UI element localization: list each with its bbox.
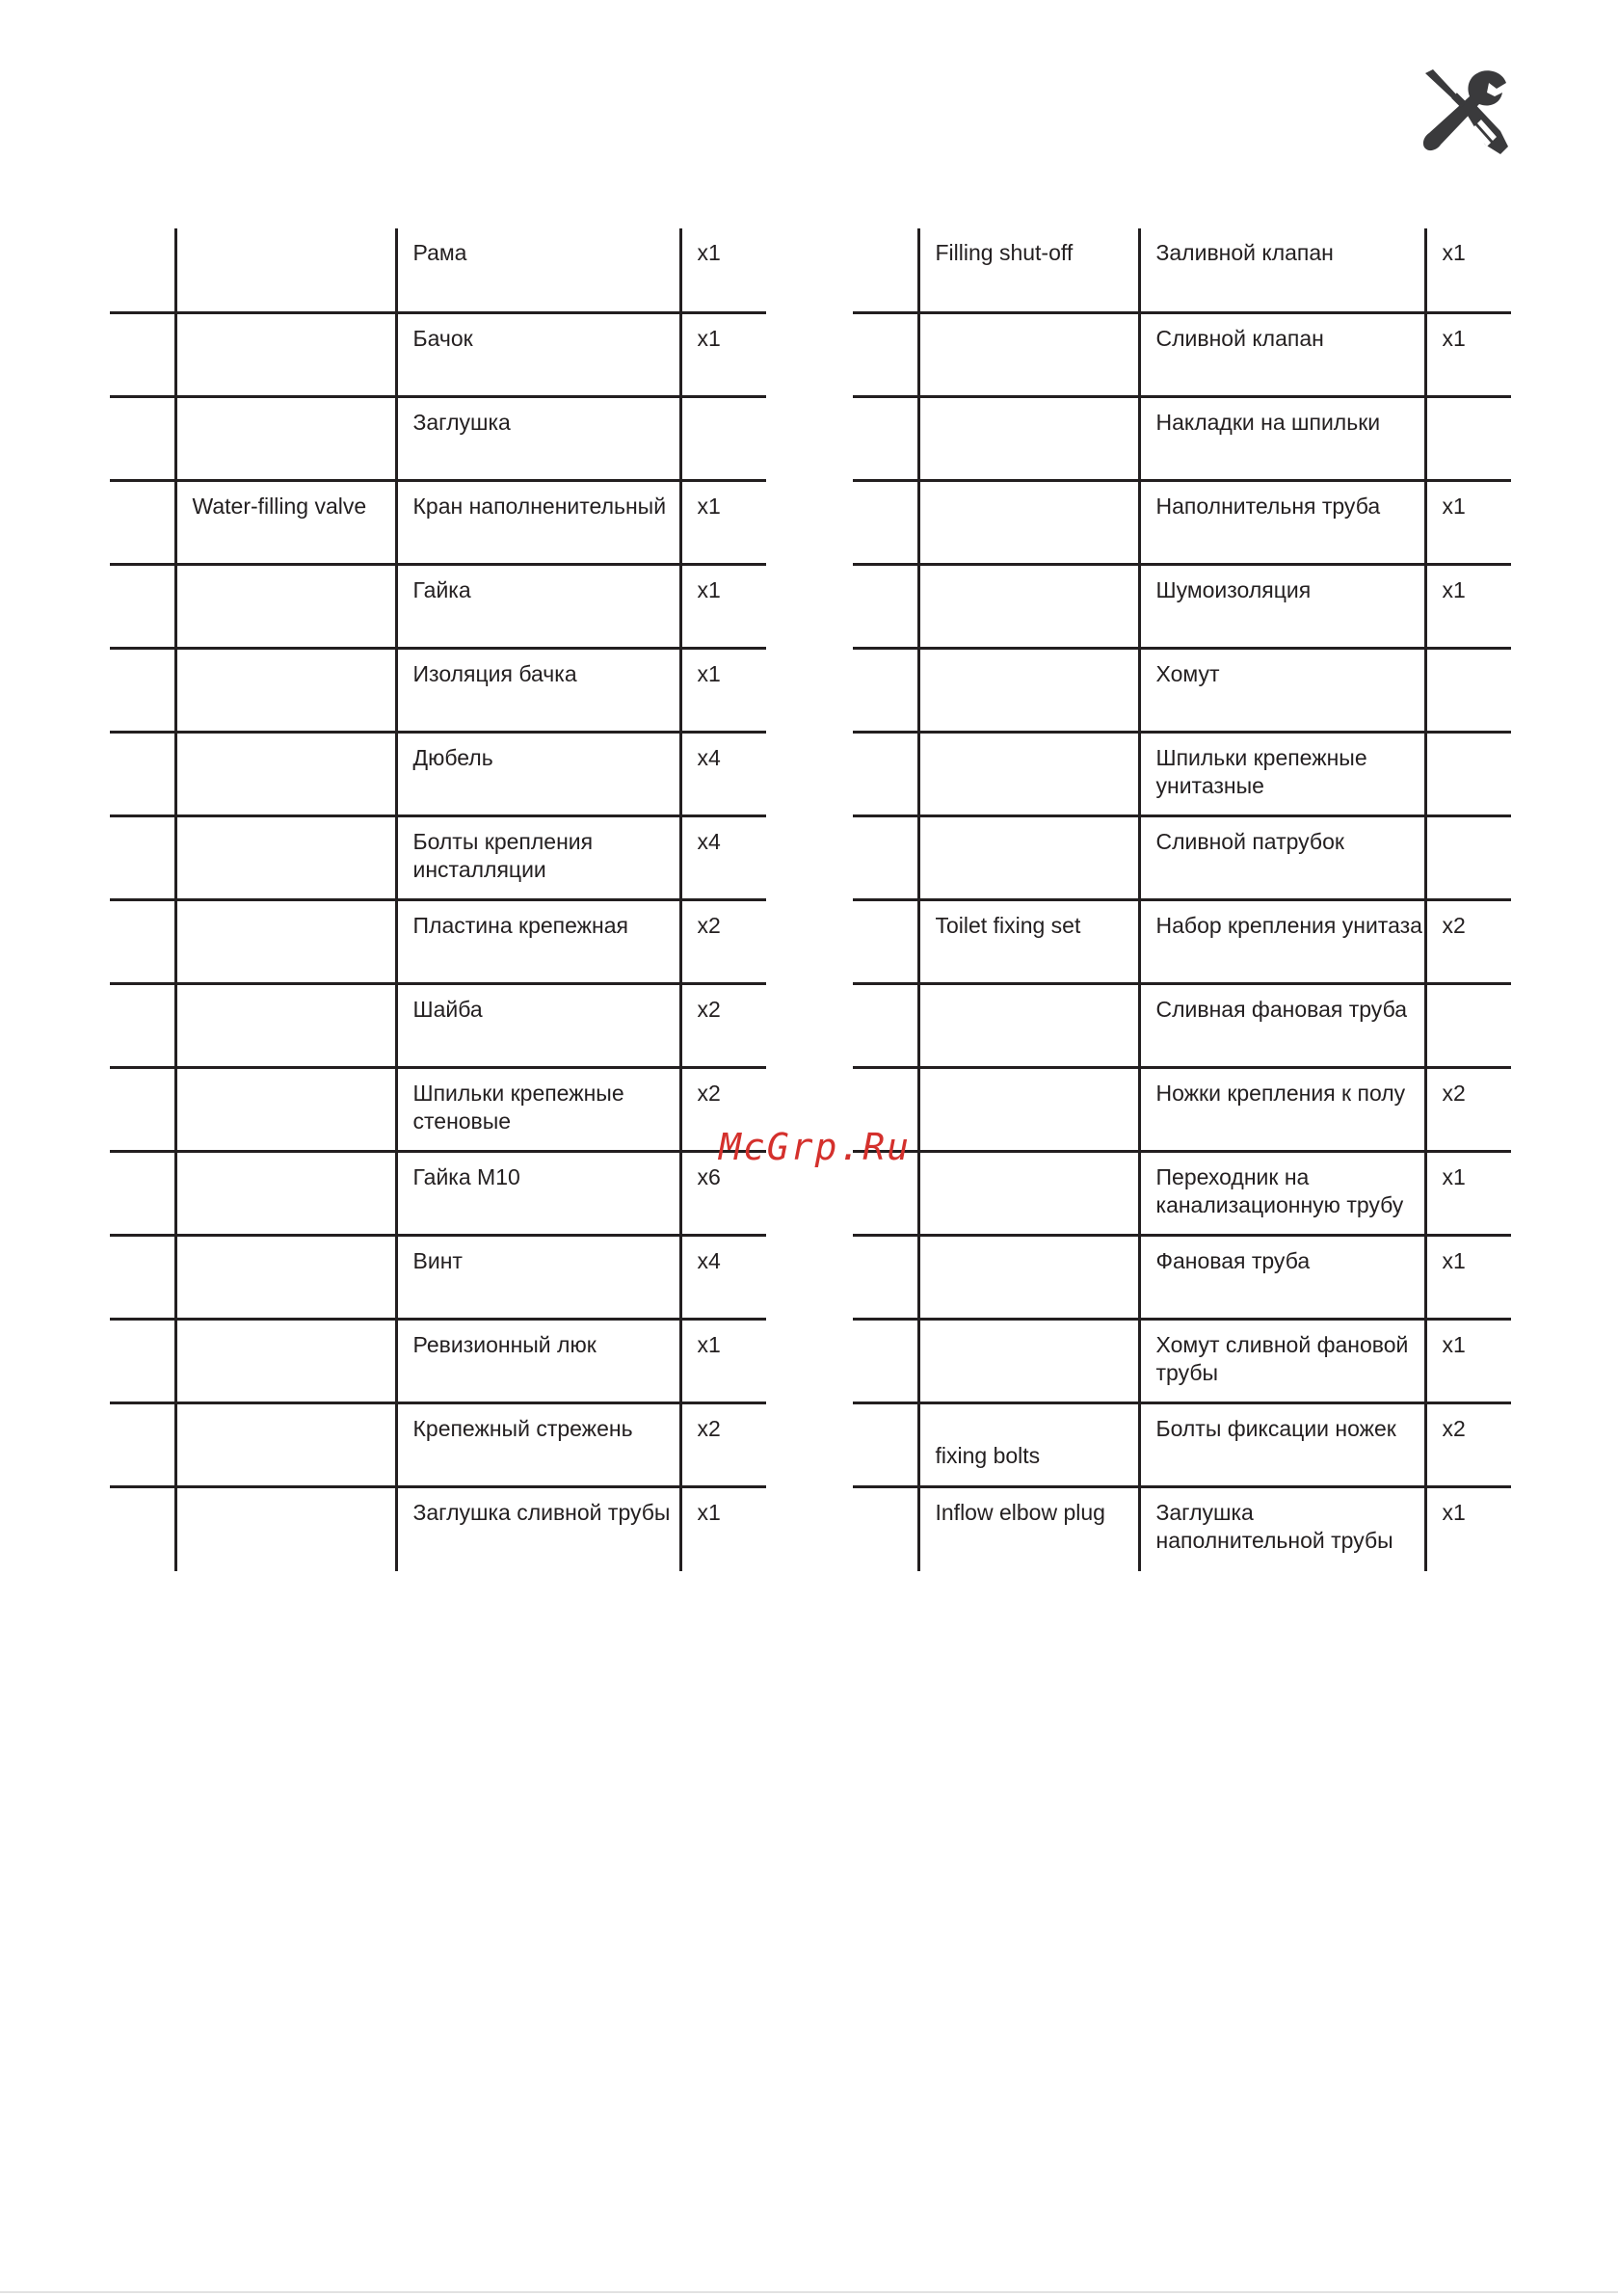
table-row — [853, 1235, 1511, 1319]
russian-name-cell: Шпильки крепежные унитазные — [1139, 732, 1425, 815]
table-row — [110, 564, 766, 648]
index-cell — [110, 648, 175, 732]
english-name-cell — [918, 983, 1139, 1067]
table-row — [110, 1235, 766, 1319]
russian-name-cell: Сливной патрубок — [1139, 815, 1425, 899]
english-name-cell — [918, 1067, 1139, 1151]
index-cell — [110, 228, 175, 312]
english-name-cell — [918, 815, 1139, 899]
index-cell — [110, 1067, 175, 1151]
index-cell — [110, 1235, 175, 1319]
index-cell — [853, 228, 918, 312]
russian-name-cell: Фановая труба — [1139, 1235, 1425, 1319]
table-row — [110, 1402, 766, 1486]
quantity-cell: x1 — [1425, 564, 1511, 648]
table-row — [853, 899, 1511, 983]
english-name-cell — [175, 648, 396, 732]
index-cell — [110, 815, 175, 899]
russian-name-cell: Ревизионный люк — [396, 1319, 680, 1402]
russian-name-cell: Сливная фановая труба — [1139, 983, 1425, 1067]
russian-name-cell: Шумоизоляция — [1139, 564, 1425, 648]
index-cell — [110, 983, 175, 1067]
quantity-cell: x2 — [680, 983, 766, 1067]
table-row — [110, 732, 766, 815]
english-name-cell — [175, 1235, 396, 1319]
english-name-cell: fixing bolts — [918, 1402, 1139, 1486]
quantity-cell: x1 — [1425, 1319, 1511, 1402]
quantity-cell: x1 — [1425, 312, 1511, 396]
right-parts-table — [853, 228, 1511, 1571]
russian-name-cell: Заглушка наполнительной трубы — [1139, 1486, 1425, 1571]
quantity-cell: x1 — [680, 1319, 766, 1402]
english-name-cell — [175, 1067, 396, 1151]
index-cell — [853, 1486, 918, 1571]
index-cell — [853, 899, 918, 983]
english-name-cell: Inflow elbow plug — [918, 1486, 1139, 1571]
quantity-cell: x4 — [680, 1235, 766, 1319]
table-row — [853, 396, 1511, 480]
table-row — [110, 480, 766, 564]
index-cell — [110, 732, 175, 815]
russian-name-cell: Болты фиксации ножек — [1139, 1402, 1425, 1486]
russian-name-cell: Переходник на канализационную трубу — [1139, 1151, 1425, 1235]
russian-name-cell: Заливной клапан — [1139, 228, 1425, 312]
table-row — [110, 1486, 766, 1571]
table-row — [853, 564, 1511, 648]
quantity-cell — [1425, 396, 1511, 480]
table-row — [853, 648, 1511, 732]
russian-name-cell: Винт — [396, 1235, 680, 1319]
index-cell — [110, 1319, 175, 1402]
quantity-cell: x2 — [680, 899, 766, 983]
tools-icon — [1419, 67, 1510, 158]
quantity-cell: x1 — [1425, 480, 1511, 564]
russian-name-cell: Шайба — [396, 983, 680, 1067]
index-cell — [853, 815, 918, 899]
russian-name-cell: Ножки крепления к полу — [1139, 1067, 1425, 1151]
table-row — [853, 1151, 1511, 1235]
quantity-cell: x1 — [680, 564, 766, 648]
table-row — [110, 815, 766, 899]
index-cell — [110, 396, 175, 480]
quantity-cell: x2 — [1425, 899, 1511, 983]
index-cell — [853, 1235, 918, 1319]
quantity-cell: x4 — [680, 732, 766, 815]
quantity-cell — [1425, 983, 1511, 1067]
table-row — [853, 1402, 1511, 1486]
russian-name-cell: Болты крепления инсталляции — [396, 815, 680, 899]
table-row — [853, 1319, 1511, 1402]
index-cell — [853, 480, 918, 564]
quantity-cell: x1 — [1425, 1151, 1511, 1235]
quantity-cell: x1 — [680, 480, 766, 564]
table-row — [853, 1486, 1511, 1571]
table-row — [853, 480, 1511, 564]
quantity-cell: x2 — [680, 1067, 766, 1151]
english-name-cell: Toilet fixing set — [918, 899, 1139, 983]
quantity-cell: x1 — [1425, 228, 1511, 312]
russian-name-cell: Заглушка — [396, 396, 680, 480]
quantity-cell: x1 — [1425, 1235, 1511, 1319]
english-name-cell — [918, 312, 1139, 396]
quantity-cell: x1 — [680, 228, 766, 312]
quantity-cell — [1425, 648, 1511, 732]
english-name-cell — [175, 564, 396, 648]
table-row — [110, 396, 766, 480]
english-name-cell — [918, 480, 1139, 564]
index-cell — [853, 1319, 918, 1402]
russian-name-cell: Бачок — [396, 312, 680, 396]
quantity-cell: x1 — [697, 1499, 721, 1525]
english-name-cell — [918, 732, 1139, 815]
index-cell — [853, 648, 918, 732]
quantity-cell: x6 — [680, 1151, 766, 1235]
quantity-cell: x1 — [1442, 1499, 1466, 1525]
english-name-cell — [175, 815, 396, 899]
russian-name-cell: Заглушка сливной трубы — [396, 1486, 680, 1571]
table-row — [853, 815, 1511, 899]
table-row — [853, 983, 1511, 1067]
index-cell — [110, 480, 175, 564]
russian-name-cell: Кран наполненительный — [396, 480, 680, 564]
english-name-cell — [175, 899, 396, 983]
english-name-cell — [175, 983, 396, 1067]
english-name-cell — [175, 228, 396, 312]
russian-name-cell: Шпильки крепежные стеновые — [396, 1067, 680, 1151]
table-row — [853, 732, 1511, 815]
quantity-cell: x2 — [680, 1402, 766, 1486]
russian-name-cell: Дюбель — [396, 732, 680, 815]
index-cell — [853, 312, 918, 396]
quantity-cell: x4 — [680, 815, 766, 899]
quantity-cell: x2 — [1425, 1402, 1511, 1486]
index-cell — [853, 396, 918, 480]
index-cell — [853, 732, 918, 815]
index-cell — [853, 983, 918, 1067]
index-cell — [110, 1402, 175, 1486]
russian-name-cell: Сливной клапан — [1139, 312, 1425, 396]
index-cell — [110, 1151, 175, 1235]
russian-name-cell: Крепежный стрежень — [396, 1402, 680, 1486]
english-name-cell: Water-filling valve — [175, 480, 396, 564]
table-row — [110, 648, 766, 732]
english-name-cell — [175, 732, 396, 815]
index-cell — [110, 564, 175, 648]
russian-name-cell: Гайка М10 — [396, 1151, 680, 1235]
table-row — [110, 899, 766, 983]
english-name-cell — [918, 1235, 1139, 1319]
english-name-cell — [175, 1402, 396, 1486]
table-row — [853, 312, 1511, 396]
russian-name-cell: Накладки на шпильки — [1139, 396, 1425, 480]
russian-name-cell: Рама — [396, 228, 680, 312]
table-row — [853, 1067, 1511, 1151]
table-row — [110, 1319, 766, 1402]
english-name-cell — [918, 648, 1139, 732]
english-name-cell — [175, 1486, 396, 1571]
english-name-cell — [918, 1319, 1139, 1402]
index-cell — [110, 899, 175, 983]
russian-name-cell: Пластина крепежная — [396, 899, 680, 983]
index-cell — [110, 312, 175, 396]
quantity-cell — [1425, 815, 1511, 899]
table-row — [110, 983, 766, 1067]
english-name-cell — [175, 1319, 396, 1402]
table-row — [110, 1151, 766, 1235]
index-cell — [853, 564, 918, 648]
footer-divider — [0, 2291, 1618, 2293]
russian-name-cell: Изоляция бачка — [396, 648, 680, 732]
russian-name-cell: Гайка — [396, 564, 680, 648]
english-name-cell — [918, 1151, 1139, 1235]
quantity-cell: x2 — [1425, 1067, 1511, 1151]
english-name-cell — [175, 396, 396, 480]
table-row — [110, 312, 766, 396]
index-cell — [110, 1486, 175, 1571]
english-name-cell — [918, 396, 1139, 480]
russian-name-cell: Набор крепления унитаза — [1139, 899, 1425, 983]
quantity-cell: x1 — [680, 648, 766, 732]
left-parts-table — [110, 228, 766, 1571]
watermark: McGrp.Ru — [719, 1126, 912, 1168]
english-name-cell: Filling shut-off — [918, 228, 1139, 312]
russian-name-cell: Хомут — [1139, 648, 1425, 732]
english-name-cell — [175, 312, 396, 396]
russian-name-cell: Хомут сливной фановой трубы — [1139, 1319, 1425, 1402]
quantity-cell — [680, 396, 766, 480]
russian-name-cell: Наполнительня труба — [1139, 480, 1425, 564]
english-name-cell — [918, 564, 1139, 648]
table-row — [110, 1067, 766, 1151]
table-row — [110, 228, 766, 312]
index-cell — [853, 1402, 918, 1486]
english-name-cell — [175, 1151, 396, 1235]
quantity-cell — [1425, 732, 1511, 815]
quantity-cell: x1 — [680, 312, 766, 396]
table-row — [853, 228, 1511, 312]
